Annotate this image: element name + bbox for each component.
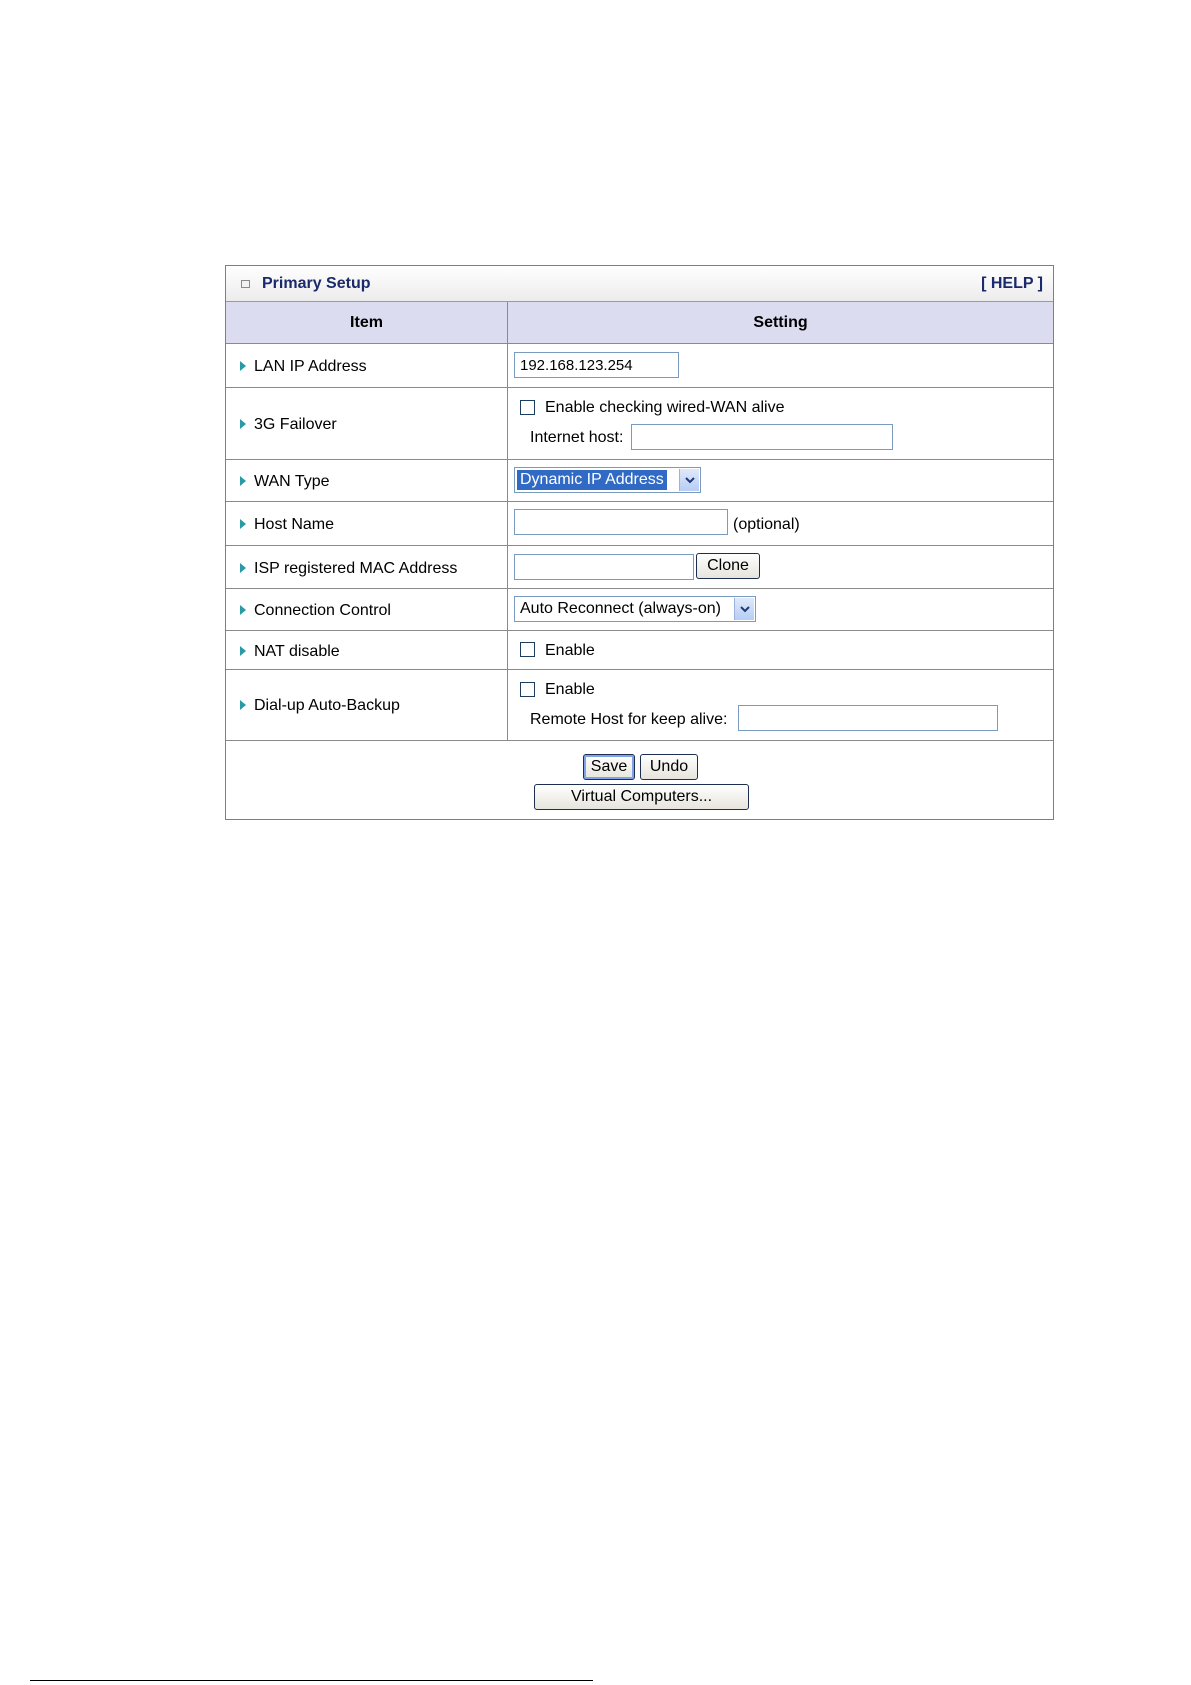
dialup-label: Dial-up Auto-Backup [254,697,400,714]
lan-ip-input[interactable] [514,352,679,378]
table-row-nat-disable [226,631,1053,670]
panel-square-icon [241,280,250,288]
clone-button[interactable]: Clone [696,553,760,579]
row-arrow-icon [240,519,246,529]
table-row-dialup-backup [226,670,1053,741]
wan-type-value: Dynamic IP Address [517,470,667,490]
connection-control-value: Auto Reconnect (always-on) [520,600,721,617]
save-button[interactable]: Save [583,754,635,780]
failover-label: 3G Failover [254,416,337,433]
table-row-mac [226,546,1053,589]
host-name-input[interactable] [514,509,728,535]
row-arrow-icon [240,563,246,573]
nat-enable-label: Enable [545,642,595,659]
row-arrow-icon [240,646,246,656]
header-item: Item [226,302,508,343]
host-name-label: Host Name [254,516,335,533]
wired-wan-alive-label: Enable checking wired-WAN alive [545,399,785,416]
row-arrow-icon [240,361,246,371]
connection-control-select[interactable] [514,596,756,622]
optional-hint: (optional) [733,516,800,533]
mac-label: ISP registered MAC Address [254,560,458,577]
table-row-lan-ip [226,344,1053,388]
row-arrow-icon [240,605,246,615]
row-arrow-icon [240,419,246,429]
row-arrow-icon [240,476,246,486]
chevron-down-icon[interactable] [734,598,754,620]
internet-host-input[interactable] [631,424,893,450]
mac-input[interactable] [514,554,694,580]
table-row-wan-type [226,460,1053,502]
nat-disable-label: NAT disable [254,643,340,660]
primary-setup-panel [225,265,1054,820]
table-header-row [226,302,1053,344]
table-row-3g-failover [226,388,1053,460]
remote-host-input[interactable] [738,705,998,731]
footer-rule [30,1680,593,1681]
wan-type-label: WAN Type [254,473,330,490]
header-setting: Setting [753,313,808,331]
lan-ip-label: LAN IP Address [254,358,367,375]
table-row-actions [226,741,1053,821]
panel-titlebar [226,266,1053,302]
table-row-host-name [226,502,1053,546]
wan-type-select[interactable] [514,467,701,493]
row-arrow-icon [240,700,246,710]
virtual-computers-button[interactable]: Virtual Computers... [534,784,749,810]
connection-control-label: Connection Control [254,602,391,619]
remote-host-label: Remote Host for keep alive: [530,711,728,728]
undo-button[interactable]: Undo [640,754,698,780]
dialup-enable-label: Enable [545,681,595,698]
wired-wan-alive-checkbox[interactable] [520,400,535,415]
nat-enable-checkbox[interactable] [520,642,535,657]
help-link[interactable]: [ HELP ] [981,275,1043,292]
table-row-connection-control [226,589,1053,631]
chevron-down-icon[interactable] [679,469,699,491]
internet-host-label: Internet host: [530,429,624,446]
dialup-enable-checkbox[interactable] [520,682,535,697]
panel-title: Primary Setup [262,275,371,292]
